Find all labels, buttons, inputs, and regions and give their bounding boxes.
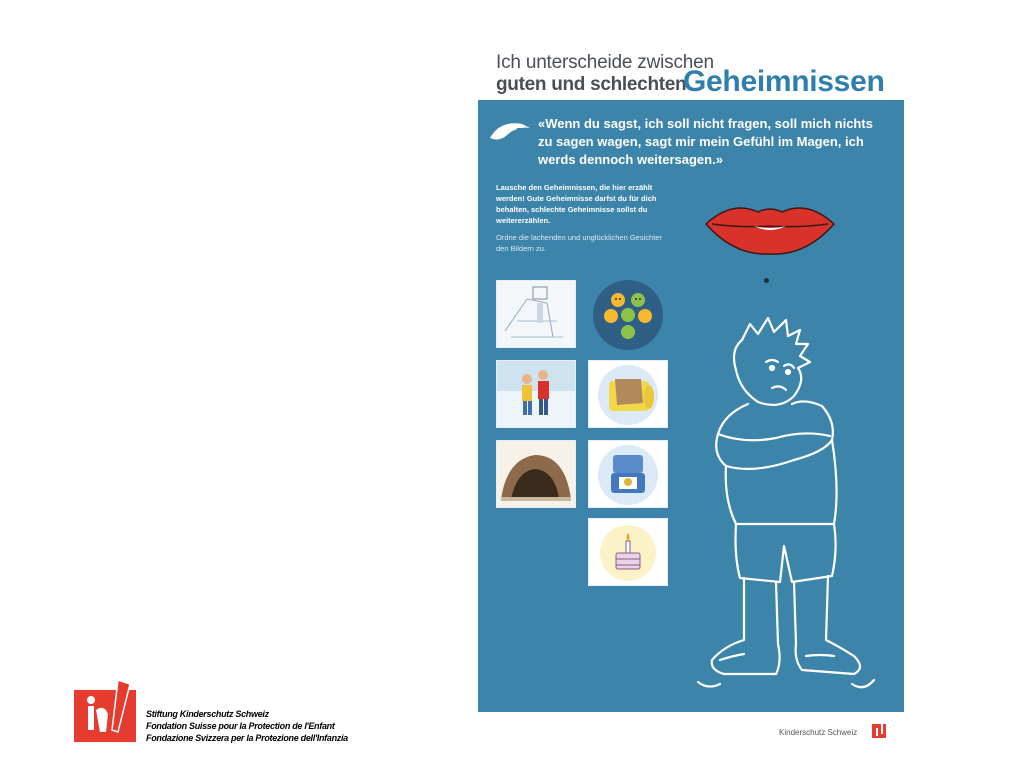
dot-icon <box>764 278 769 283</box>
faces-icon <box>593 280 663 350</box>
poster-panel <box>478 100 904 712</box>
lips-icon <box>702 198 838 258</box>
title-main-word: Geheimnissen <box>683 65 885 98</box>
title-line-1: Ich unterscheide zwischen <box>496 52 714 73</box>
instruction-plain: Ordne die lachenden und unglücklichen Gesichter den Bildern zu. <box>496 233 662 253</box>
foundation-name-de: Stiftung Kinderschutz Schweiz <box>146 709 269 719</box>
children-icon <box>497 361 575 427</box>
birthday-cake-icon <box>589 519 667 585</box>
picture-card-birthday-cake[interactable] <box>588 518 668 586</box>
brand-mark-icon <box>872 722 886 738</box>
gift-box-icon <box>589 441 667 507</box>
foundation-name-fr: Fondation Suisse pour la Protection de l'Enfant <box>146 721 335 731</box>
bathroom-sketch-icon <box>497 281 575 347</box>
poster-brand: Kinderschutz Schweiz <box>779 728 858 737</box>
picture-card-bathroom[interactable] <box>496 280 576 348</box>
sad-boy-icon <box>684 310 884 706</box>
picture-card-cave[interactable] <box>496 440 576 508</box>
picture-card-faces[interactable] <box>593 280 663 350</box>
kinderschutz-logo-icon <box>74 680 136 742</box>
picture-card-children[interactable] <box>496 360 576 428</box>
picture-card-blanket[interactable] <box>588 360 668 428</box>
blanket-icon <box>589 361 667 427</box>
cave-icon <box>497 441 575 507</box>
picture-card-gift-box[interactable] <box>588 440 668 508</box>
title-line-2: guten und schlechten <box>496 74 687 95</box>
poster-quote: «Wenn du sagst, ich soll nicht fragen, soll mich nichts zu sagen wagen, sagt mir mein Gefühl im Magen, ich werds dennoch weitersagen.» <box>538 116 873 167</box>
speech-swoosh-icon <box>486 116 534 146</box>
foundation-names <box>146 708 348 744</box>
instruction-bold: Lausche den Geheimnissen, die hier erzählt werden! Gute Geheimnisse darfst du für dich behalten, schlechte Geheimnisse sollst du weitererzählen. <box>496 183 657 225</box>
foundation-name-it: Fondazione Svizzera per la Protezione dell'Infanzia <box>146 733 348 743</box>
